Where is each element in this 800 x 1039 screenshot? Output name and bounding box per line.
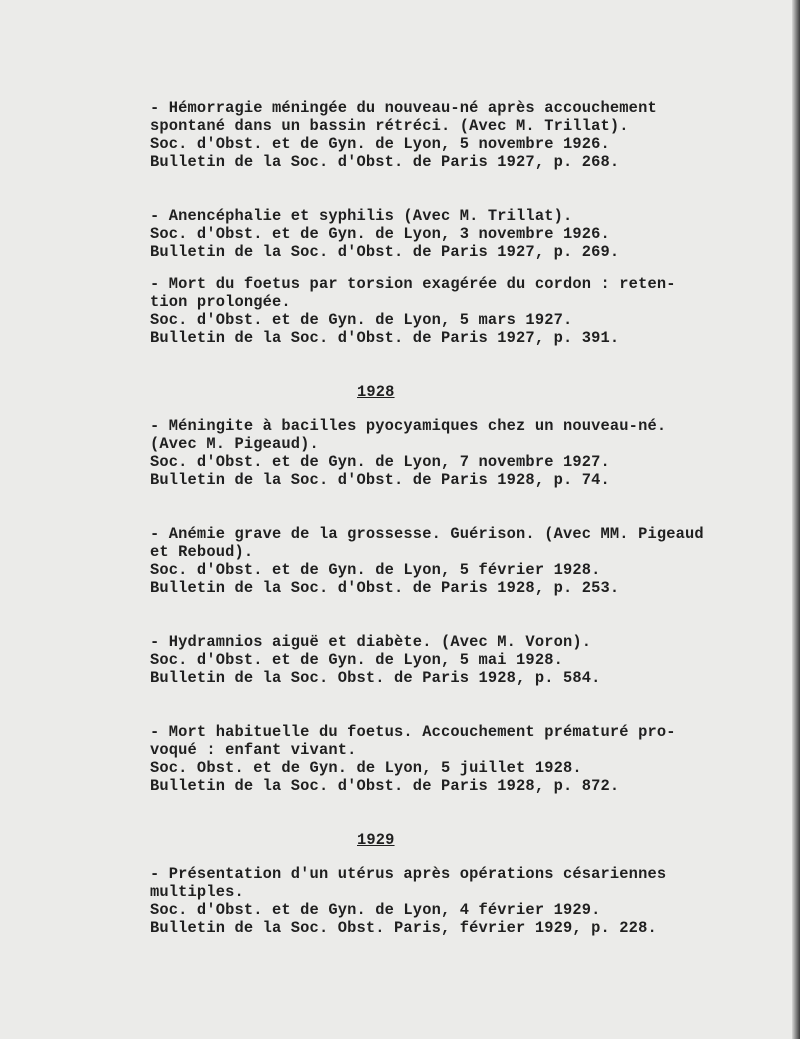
entry-line: spontané dans un bassin rétréci. (Avec M. Trillat). (150, 117, 629, 135)
entry-line: Soc. d'Obst. et de Gyn. de Lyon, 7 novembre 1927. (150, 453, 610, 471)
entry-line: Bulletin de la Soc. d'Obst. de Paris 1927, p. 268. (150, 153, 620, 171)
entry-line: Bulletin de la Soc. Obst. de Paris 1928, p. 584. (150, 669, 601, 687)
entry-line: Bulletin de la Soc. d'Obst. de Paris 1927, p. 391. (150, 329, 620, 347)
entry-line: - Anémie grave de la grossesse. Guérison. (Avec MM. Pigeaud (150, 525, 704, 543)
typed-text-body (150, 99, 800, 937)
entry-line: - Hydramnios aiguë et diabète. (Avec M. Voron). (150, 633, 592, 651)
entry-line: multiples. (150, 883, 244, 901)
entry-line: voqué : enfant vivant. (150, 741, 357, 759)
entry-mort-habituelle (150, 723, 800, 795)
entry-presentation-uterus (150, 865, 800, 937)
entry-line: Bulletin de la Soc. d'Obst. de Paris 1928, p. 74. (150, 471, 610, 489)
entry-line: Soc. Obst. et de Gyn. de Lyon, 5 juillet 1928. (150, 759, 582, 777)
entry-line: - Hémorragie méningée du nouveau-né après accouchement (150, 99, 657, 117)
entry-line: Soc. d'Obst. et de Gyn. de Lyon, 3 novembre 1926. (150, 225, 610, 243)
entry-line: - Anencéphalie et syphilis (Avec M. Trillat). (150, 207, 573, 225)
year-label: 1929 (357, 831, 395, 849)
entry-hemorragie (150, 99, 800, 171)
entry-mort-torsion (150, 275, 800, 347)
entry-anencephalie (150, 207, 800, 261)
year-heading-1928 (150, 383, 800, 401)
entry-line: tion prolongée. (150, 293, 291, 311)
entry-hydramnios (150, 633, 800, 687)
entry-line: Soc. d'Obst. et de Gyn. de Lyon, 5 novembre 1926. (150, 135, 610, 153)
year-heading-1929 (150, 831, 800, 849)
entry-line: - Mort du foetus par torsion exagérée du cordon : reten- (150, 275, 676, 293)
entry-line: - Mort habituelle du foetus. Accouchement prématuré pro- (150, 723, 676, 741)
entry-anemie (150, 525, 800, 597)
entry-line: Bulletin de la Soc. d'Obst. de Paris 1927, p. 269. (150, 243, 620, 261)
entry-line: et Reboud). (150, 543, 254, 561)
entry-line: Bulletin de la Soc. d'Obst. de Paris 1928, p. 253. (150, 579, 620, 597)
entry-line: Bulletin de la Soc. Obst. Paris, février 1929, p. 228. (150, 919, 657, 937)
entry-line: Soc. d'Obst. et de Gyn. de Lyon, 4 février 1929. (150, 901, 601, 919)
entry-line: - Présentation d'un utérus après opérations césariennes (150, 865, 667, 883)
entry-line: Soc. d'Obst. et de Gyn. de Lyon, 5 février 1928. (150, 561, 601, 579)
entry-line: Bulletin de la Soc. d'Obst. de Paris 1928, p. 872. (150, 777, 620, 795)
entry-line: Soc. d'Obst. et de Gyn. de Lyon, 5 mars 1927. (150, 311, 573, 329)
entry-line: - Méningite à bacilles pyocyamiques chez un nouveau-né. (150, 417, 667, 435)
year-label: 1928 (357, 383, 395, 401)
entry-line: (Avec M. Pigeaud). (150, 435, 319, 453)
entry-line: Soc. d'Obst. et de Gyn. de Lyon, 5 mai 1928. (150, 651, 563, 669)
entry-meningite (150, 417, 800, 489)
